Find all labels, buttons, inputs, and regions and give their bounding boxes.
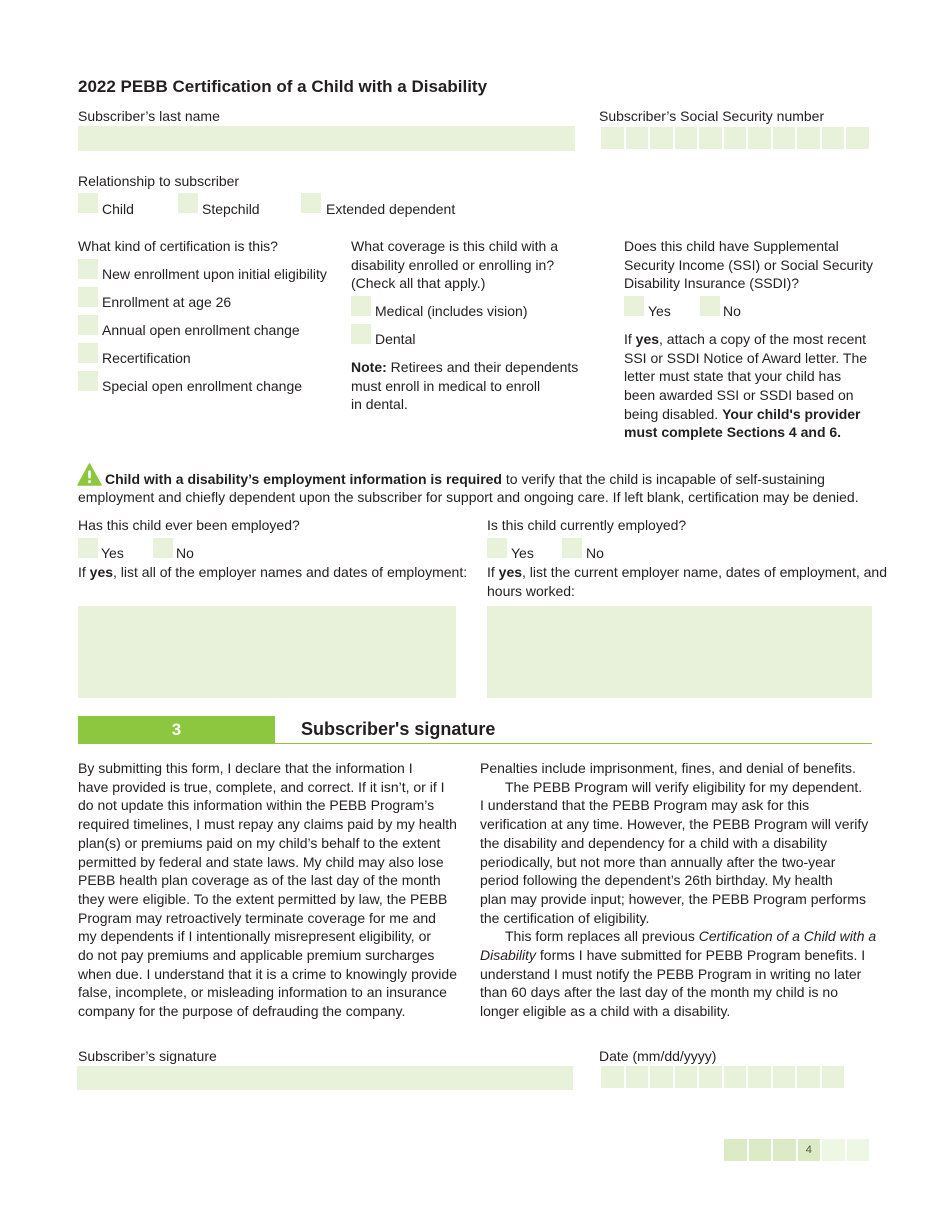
- declaration-line: understand I must notify the PEBB Program in writing no later: [480, 965, 862, 982]
- ever-yes-word: yes: [89, 564, 114, 580]
- current-employed-yes-checkbox[interactable]: [487, 538, 507, 558]
- coverage-medical-checkbox[interactable]: [351, 296, 371, 316]
- page-number-strip: [724, 1139, 869, 1161]
- declaration-line: [480, 927, 880, 946]
- ssn-digit-cell[interactable]: [626, 127, 649, 149]
- coverage-medical-label: Medical (includes vision): [375, 303, 528, 319]
- warning-triangle-icon: [77, 463, 102, 486]
- date-digit-cell[interactable]: [699, 1066, 722, 1088]
- declaration-line: verification at any time. However, the PEBB Program will verify: [480, 816, 869, 833]
- declaration-line: [480, 946, 880, 965]
- page-number: 4: [798, 1139, 821, 1161]
- relationship-child-checkbox[interactable]: [78, 193, 98, 213]
- declaration-line: than 60 days after the last day of the month my child is no: [480, 984, 838, 1001]
- ever-employed-no-checkbox[interactable]: [153, 538, 173, 558]
- ssi-yes-word: yes: [635, 331, 660, 347]
- current-employed-detail-line2: hours worked:: [487, 583, 575, 599]
- coverage-question-line3: (Check all that apply.): [351, 275, 486, 291]
- ssi-yes-checkbox[interactable]: [624, 296, 644, 316]
- ever-if-word: If: [78, 564, 86, 580]
- date-digit-cell[interactable]: [650, 1066, 673, 1088]
- current-employer-field[interactable]: [487, 606, 872, 698]
- date-field[interactable]: [601, 1066, 844, 1088]
- ssi-question-line3: Disability Insurance (SSDI)?: [624, 275, 800, 291]
- ssn-field[interactable]: [601, 127, 869, 149]
- declaration-line: they were eligible. To the extent permitted by law, the PEBB: [78, 890, 448, 907]
- ssi-instructions-line1: [624, 330, 866, 349]
- ssi-bold-line2: must complete Sections 4 and 6.: [624, 424, 842, 440]
- ssi-no-label: No: [723, 303, 741, 319]
- section-3-rule: [78, 743, 872, 744]
- current-employed-detail-line1: [487, 563, 887, 582]
- declaration-line: PEBB health plan coverage as of the last day of the month: [78, 872, 441, 889]
- declaration-line: do not update this information within the PEBB Program’s: [78, 797, 435, 814]
- section-3-title: Subscriber's signature: [301, 719, 496, 739]
- current-if-word: If: [487, 564, 495, 580]
- relationship-stepchild-checkbox[interactable]: [178, 193, 198, 213]
- declaration-line: The PEBB Program will verify eligibility for my dependent.: [505, 778, 863, 795]
- form-title: 2022 PEBB Certification of a Child with a Disability: [78, 77, 488, 96]
- relationship-label: Relationship to subscriber: [78, 173, 240, 189]
- declaration-line: have provided is true, complete, and correct. If it isn’t, or if I: [78, 778, 445, 795]
- cert-open-enrollment-label: Annual open enrollment change: [102, 322, 300, 338]
- last-name-label: Subscriber’s last name: [78, 108, 220, 124]
- ever-employed-question: Has this child ever been employed?: [78, 517, 300, 533]
- coverage-note-line2: must enroll in medical to enroll: [351, 378, 541, 394]
- relationship-stepchild-label: Stepchild: [202, 201, 260, 217]
- declaration-p3-mid: forms I have submitted for PEBB Program benefits. I: [539, 947, 866, 964]
- declaration-line: plan may provide input; however, the PEBB Program performs: [480, 890, 866, 907]
- cert-recertification-label: Recertification: [102, 350, 191, 366]
- declaration-line: plan(s) or premiums paid on my child’s behalf to the extent: [78, 834, 441, 851]
- ssn-digit-cell[interactable]: [748, 127, 771, 149]
- coverage-note-line3: in dental.: [351, 396, 408, 412]
- ssi-text-line1: , attach a copy of the most recent: [659, 331, 867, 347]
- past-employers-field[interactable]: [78, 606, 456, 698]
- declaration-line: periodically, but not more than annually after the two-year: [480, 853, 836, 870]
- ssn-digit-cell[interactable]: [822, 127, 845, 149]
- employment-notice-line2: employment and chiefly dependent upon the subscriber for support and ongoing care. If left blank, certification may be denied.: [78, 489, 859, 505]
- declaration-line: I understand that the PEBB Program may ask for this: [480, 797, 810, 814]
- cert-age26-checkbox[interactable]: [78, 287, 98, 307]
- current-employed-question: Is this child currently employed?: [487, 517, 687, 533]
- date-digit-cell[interactable]: [675, 1066, 698, 1088]
- declaration-line: the certification of eligibility.: [480, 909, 650, 926]
- signature-label: Subscriber’s signature: [78, 1048, 217, 1064]
- date-label: Date (mm/dd/yyyy): [599, 1048, 717, 1064]
- ssi-instructions-line5: [624, 405, 861, 424]
- cert-new-enrollment-checkbox[interactable]: [78, 259, 98, 279]
- date-digit-cell[interactable]: [626, 1066, 649, 1088]
- ever-employed-yes-label: Yes: [101, 545, 124, 561]
- ssi-question-line2: Security Income (SSI) or Social Security: [624, 257, 873, 273]
- ssn-digit-cell[interactable]: [675, 127, 698, 149]
- last-name-field[interactable]: [78, 126, 575, 151]
- ever-employed-detail: [78, 563, 467, 582]
- relationship-extended-checkbox[interactable]: [301, 193, 321, 213]
- relationship-extended-label: Extended dependent: [326, 201, 456, 217]
- declaration-line: required timelines, I must repay any claims paid by my health: [78, 816, 457, 833]
- form-name-italic: Disability: [480, 947, 537, 964]
- date-digit-cell[interactable]: [773, 1066, 796, 1088]
- declaration-line: permitted by federal and state laws. My child may also lose: [78, 853, 444, 870]
- page-strip-cell: [847, 1139, 870, 1161]
- current-yes-word: yes: [498, 564, 523, 580]
- page-strip-cell: [773, 1139, 796, 1161]
- declaration-right-paragraph: [480, 759, 880, 1021]
- ssn-digit-cell[interactable]: [797, 127, 820, 149]
- section-3-number: 3: [171, 720, 182, 739]
- declaration-line: period following the dependent’s 26th birthday. My health: [480, 872, 833, 889]
- page-strip-cell: [822, 1139, 845, 1161]
- declaration-line: longer eligible as a child with a disability.: [480, 1003, 731, 1020]
- cert-special-open-label: Special open enrollment change: [102, 378, 303, 394]
- signature-field[interactable]: [77, 1066, 573, 1090]
- declaration-line: false, incomplete, or misleading information to an insurance: [78, 984, 447, 1001]
- form-name-italic: Certification of a Child with a: [698, 928, 877, 945]
- certification-question: What kind of certification is this?: [78, 238, 278, 254]
- employment-notice-text1: to verify that the child is incapable of self-sustaining: [505, 471, 825, 487]
- ever-employed-no-label: No: [176, 545, 194, 561]
- ssn-digit-cell[interactable]: [650, 127, 673, 149]
- date-digit-cell[interactable]: [748, 1066, 771, 1088]
- ssi-question-line1: Does this child have Supplemental: [624, 238, 839, 254]
- ssi-text-line5: being disabled.: [624, 406, 719, 422]
- page-strip-cell: [724, 1139, 747, 1161]
- declaration-line: By submitting this form, I declare that the information I: [78, 760, 413, 776]
- declaration-line: company for the purpose of defrauding the company.: [78, 1003, 406, 1020]
- cert-new-enrollment-label: New enrollment upon initial eligibility: [102, 266, 327, 282]
- declaration-line: Program may retroactively terminate coverage for me and: [78, 909, 436, 926]
- employment-notice-bold: Child with a disability’s employment information is required: [105, 471, 502, 487]
- cert-special-open-checkbox[interactable]: [78, 371, 98, 391]
- ever-detail-text: , list all of the employer names and dates of employment:: [113, 564, 468, 580]
- ssn-digit-cell[interactable]: [699, 127, 722, 149]
- date-digit-cell[interactable]: [724, 1066, 747, 1088]
- cert-age26-label: Enrollment at age 26: [102, 294, 232, 310]
- current-detail-text: , list the current employer name, dates of employment, and: [522, 564, 887, 580]
- ssi-no-checkbox[interactable]: [700, 296, 720, 316]
- coverage-dental-checkbox[interactable]: [351, 324, 371, 344]
- section-3-number-bar: [78, 716, 275, 744]
- ssn-digit-cell[interactable]: [846, 127, 869, 149]
- date-digit-cell[interactable]: [601, 1066, 624, 1088]
- declaration-line: when due. I understand that it is a crime to knowingly provide: [78, 965, 457, 982]
- relationship-child-label: Child: [102, 201, 134, 217]
- coverage-question-line2: disability enrolled or enrolling in?: [351, 257, 555, 273]
- ssn-label: Subscriber’s Social Security number: [599, 108, 825, 124]
- coverage-note-label: Note:: [351, 359, 387, 375]
- ssi-yes-label: Yes: [648, 303, 671, 319]
- ssn-digit-cell[interactable]: [601, 127, 624, 149]
- ssn-digit-cell[interactable]: [773, 127, 796, 149]
- date-digit-cell[interactable]: [822, 1066, 845, 1088]
- ssi-instructions-line2: SSI or SSDI Notice of Award letter. The: [624, 350, 868, 366]
- coverage-note-text1: Retirees and their dependents: [390, 359, 579, 375]
- cert-recertification-checkbox[interactable]: [78, 343, 98, 363]
- current-employed-no-label: No: [586, 545, 604, 561]
- ssi-bold-line1: Your child's provider: [722, 406, 861, 422]
- declaration-p3-start: This form replaces all previous: [505, 928, 695, 945]
- declaration-line: do not pay premiums and applicable premium surcharges: [78, 947, 435, 964]
- declaration-line: the disability and dependency for a child with a disability: [480, 834, 828, 851]
- ssi-instructions-line3: letter must state that your child has: [624, 368, 842, 384]
- coverage-dental-label: Dental: [375, 331, 416, 347]
- coverage-question-line1: What coverage is this child with a: [351, 238, 558, 254]
- cert-open-enrollment-checkbox[interactable]: [78, 315, 98, 335]
- declaration-left-paragraph: [78, 759, 473, 1021]
- ever-employed-yes-checkbox[interactable]: [78, 538, 98, 558]
- current-employed-no-checkbox[interactable]: [562, 538, 582, 558]
- ssi-instructions-line4: been awarded SSI or SSDI based on: [624, 387, 854, 403]
- page-strip-cell: [749, 1139, 772, 1161]
- employment-notice-line1: [105, 470, 825, 489]
- ssi-if-word: If: [624, 331, 632, 347]
- coverage-note-line1: [351, 358, 578, 377]
- current-employed-yes-label: Yes: [511, 545, 534, 561]
- date-digit-cell[interactable]: [797, 1066, 820, 1088]
- ssn-digit-cell[interactable]: [724, 127, 747, 149]
- declaration-line: my dependents if I intentionally misrepresent eligibility, or: [78, 928, 432, 945]
- declaration-penalties: Penalties include imprisonment, fines, and denial of benefits.: [480, 760, 856, 776]
